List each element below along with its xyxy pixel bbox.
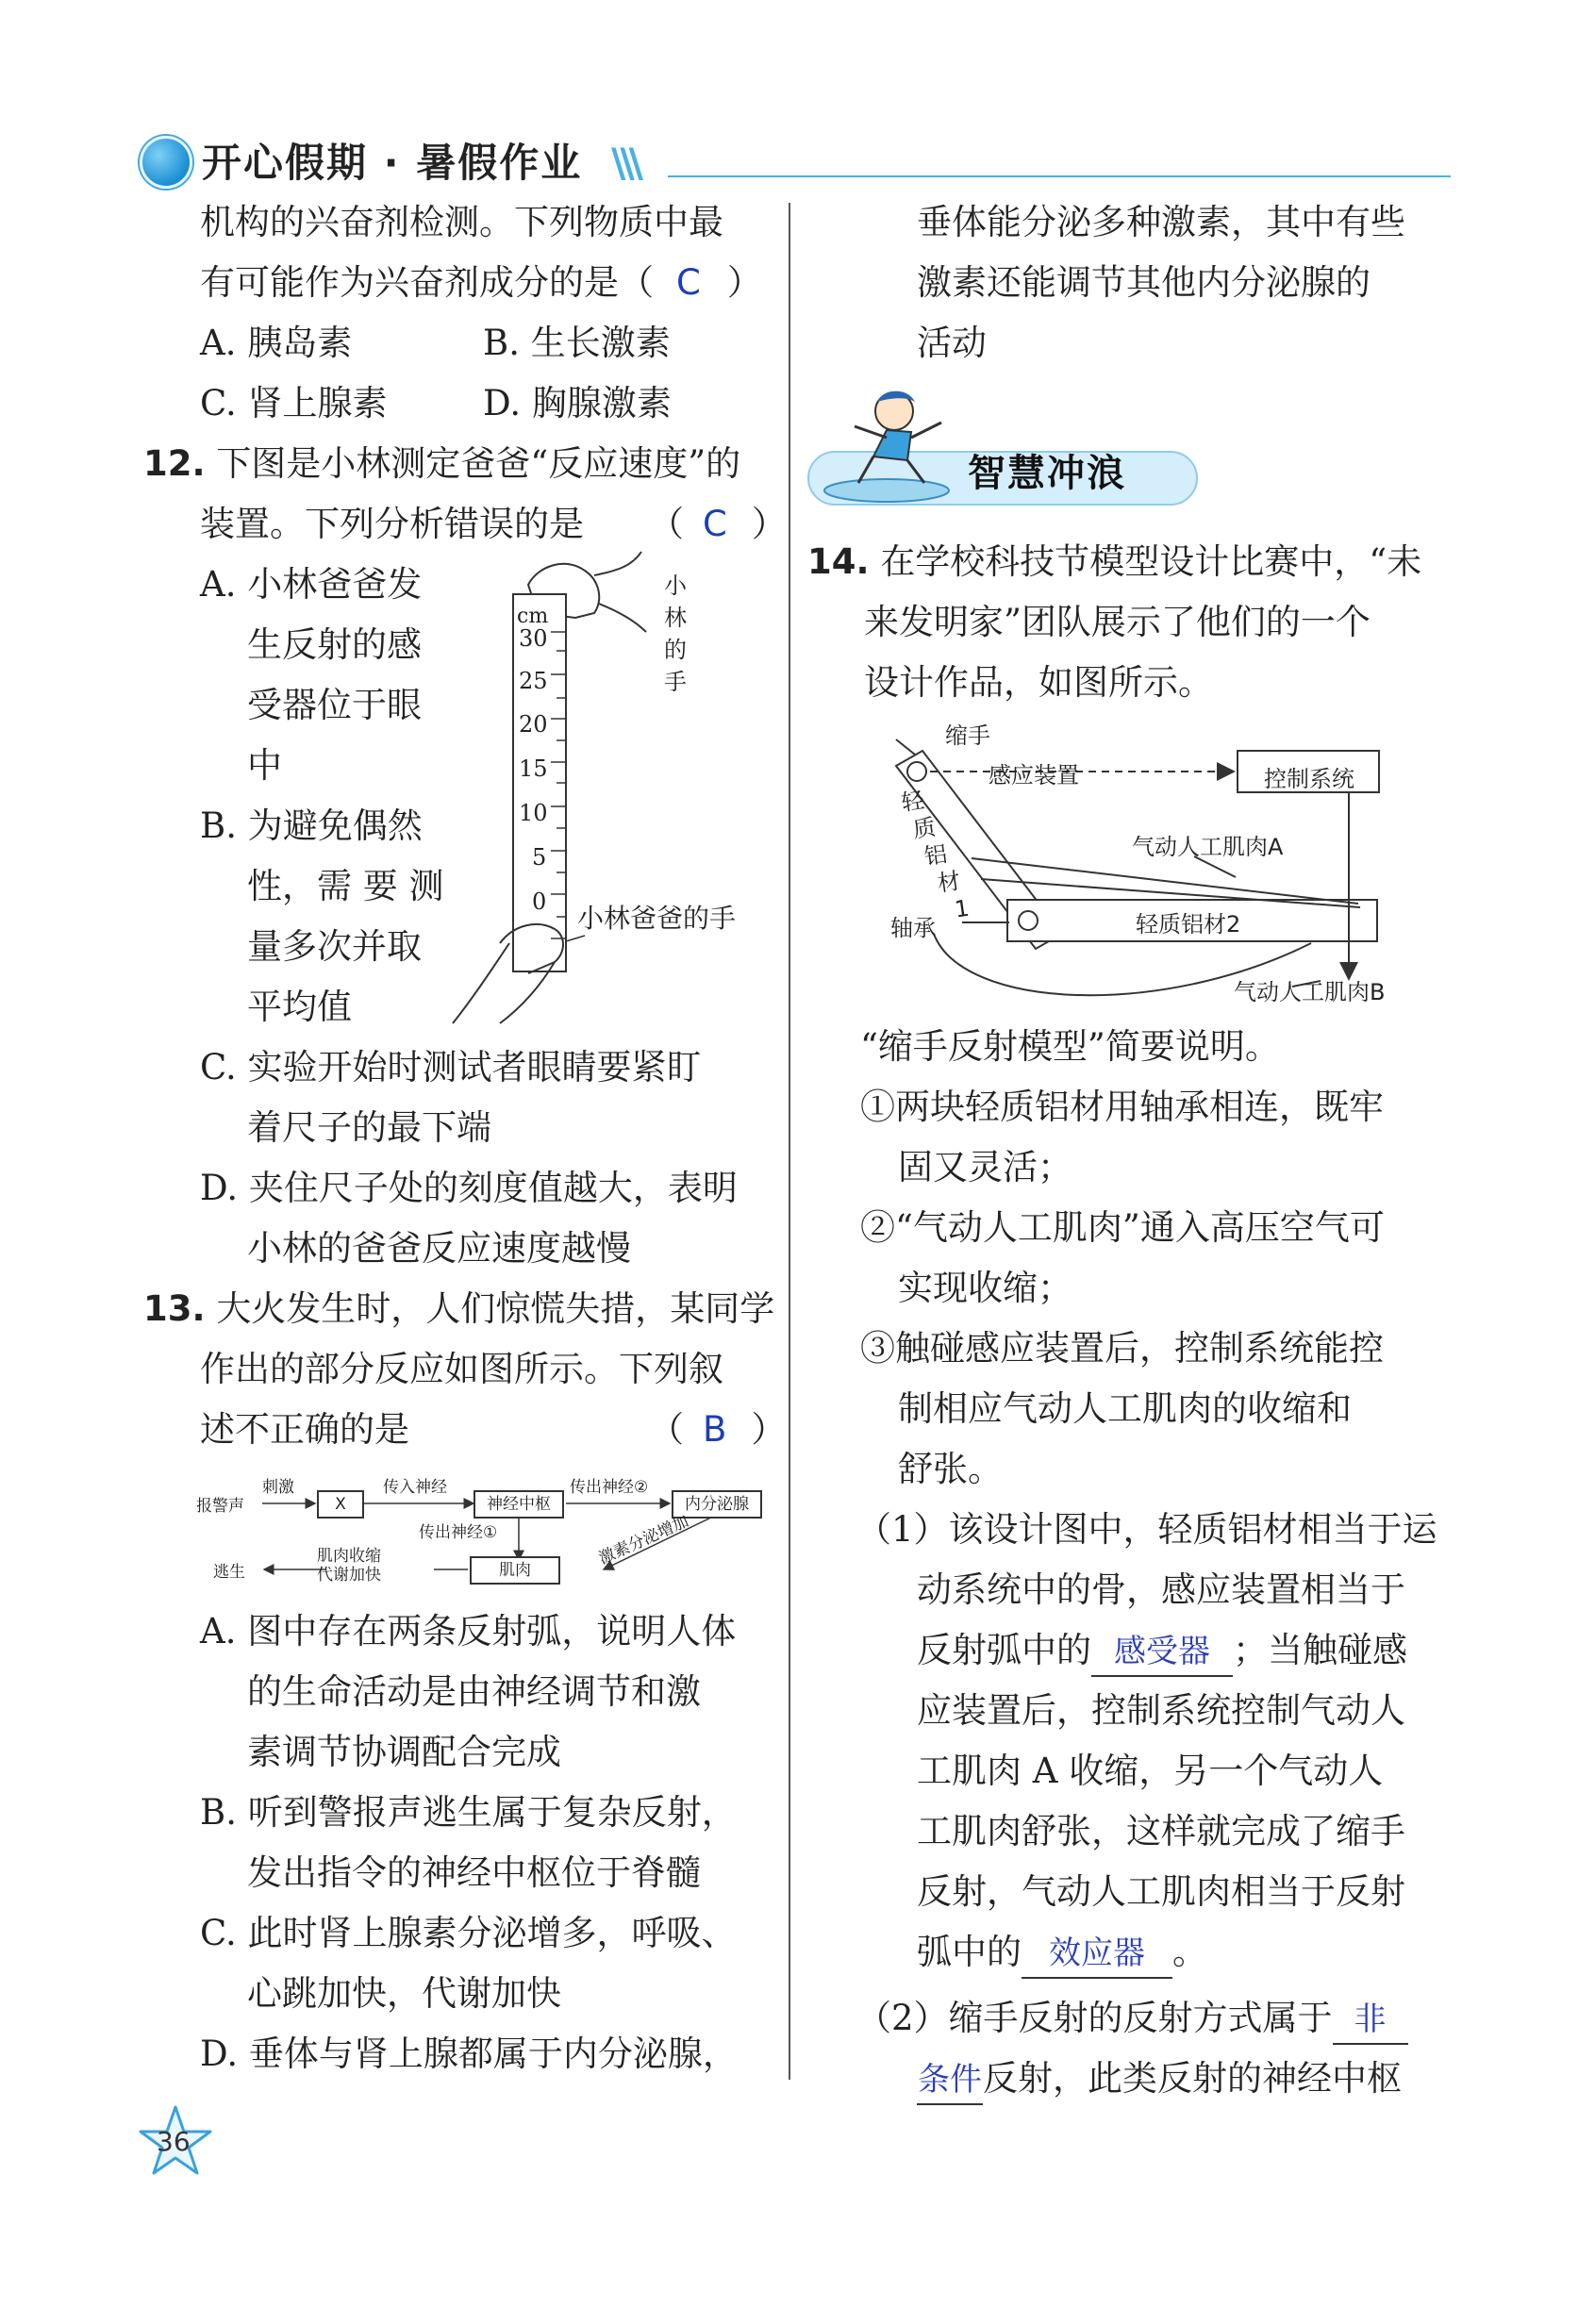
ruler-tick-label: 15 bbox=[519, 755, 548, 782]
diagram-efferent1: 传出神经① bbox=[419, 1523, 498, 1542]
diagram-alarm: 报警声 bbox=[196, 1497, 244, 1516]
q13-option-a-2: 的生命活动是由神经调节和激 bbox=[247, 1671, 701, 1712]
diagram-efferent2: 传出神经② bbox=[570, 1478, 649, 1497]
q13-answer: B bbox=[703, 1409, 727, 1450]
q14-p1-l7: 反射，气动人工肌肉相当于反射 bbox=[917, 1871, 1405, 1912]
q12-option-a-2: 生反射的感 bbox=[247, 624, 422, 665]
ruler-tick-label: 20 bbox=[519, 711, 548, 738]
diagram-stimulus: 刺激 bbox=[262, 1478, 294, 1497]
q13-option-d-1: D. 垂体与肾上腺都属于内分泌腺， bbox=[200, 2034, 738, 2074]
q14-item1-1: ①两块轻质铝材用轴承相连，既牢 bbox=[860, 1087, 1384, 1127]
q13-option-c-2: 心跳加快，代谢加快 bbox=[247, 1973, 561, 2014]
q14-desc: “缩手反射模型”简要说明。 bbox=[860, 1026, 1280, 1067]
q14-p1-l2: 动系统中的骨，感应装置相当于 bbox=[917, 1569, 1405, 1610]
surfer-icon bbox=[821, 385, 962, 507]
ruler-tick-label: 30 bbox=[519, 625, 548, 652]
diagram-box-endocrine: 内分泌腺 bbox=[672, 1490, 762, 1519]
diagram-box-center: 神经中枢 bbox=[474, 1490, 564, 1519]
q12-option-b-1: B. 为避免偶然 bbox=[200, 805, 423, 846]
q13-answer-bracket: （ B ） bbox=[649, 1409, 787, 1450]
diagram-escape: 逃生 bbox=[213, 1563, 245, 1582]
q11-line1: 机构的兴奋剂检测。下列物质中最 bbox=[200, 202, 723, 242]
q12-option-c-2: 着尺子的最下端 bbox=[247, 1107, 491, 1148]
ruler-tick-label: 5 bbox=[532, 844, 547, 871]
fig-bearing: 轴承 bbox=[890, 915, 936, 941]
banner-title: 智慧冲浪 bbox=[968, 452, 1126, 495]
q11-option-c: C. 肾上腺素 bbox=[200, 383, 388, 423]
answer-blank-non: 非 bbox=[1333, 1996, 1408, 2045]
q12-line2: 装置。下列分析错误的是 bbox=[200, 504, 584, 544]
fig-hand: 缩手 bbox=[945, 722, 990, 749]
ruler-tick-label: 25 bbox=[519, 668, 548, 694]
ruler-figure bbox=[443, 547, 783, 1028]
q11-option-b: B. 生长激素 bbox=[483, 323, 671, 363]
fig-muscle-a: 气动人工肌肉A bbox=[1132, 834, 1284, 860]
answer-blank-conditional: 条件 bbox=[917, 2056, 983, 2105]
diagram-box-muscle: 肌肉 bbox=[470, 1556, 560, 1585]
q12-option-d-1: D. 夹住尺子处的刻度值越大，表明 bbox=[200, 1168, 738, 1208]
fig-control: 控制系统 bbox=[1264, 766, 1354, 792]
q13-line3: 述不正确的是 bbox=[200, 1409, 409, 1450]
answer-blank-effector: 效应器 bbox=[1022, 1930, 1172, 1979]
q12-option-a-1: A. 小林爸爸发 bbox=[200, 564, 423, 605]
ruler-tick-label: 10 bbox=[519, 800, 548, 826]
q13-option-b-1: B. 听到警报声逃生属于复杂反射， bbox=[200, 1792, 737, 1833]
fig-al2: 轻质铝材2 bbox=[1136, 911, 1241, 938]
column-divider bbox=[789, 203, 790, 2080]
header-bullet-icon bbox=[140, 136, 192, 189]
q12-option-a-4: 中 bbox=[247, 745, 282, 786]
q14-p1-l4: 应装置后，控制系统控制气动人 bbox=[917, 1690, 1405, 1731]
label-xiaolin-hand: 小 林 的 手 bbox=[664, 573, 687, 695]
q12-line1: 12. 下图是小林测定爸爸“反应速度”的 bbox=[143, 443, 741, 484]
q14-line3: 设计作品，如图所示。 bbox=[864, 662, 1213, 703]
q14-p1-l5: 工肌肉 A 收缩，另一个气动人 bbox=[917, 1751, 1384, 1791]
q12-option-c-1: C. 实验开始时测试者眼睛要紧盯 bbox=[200, 1047, 702, 1087]
q14-p1-l8: 弧中的 效应器 。 bbox=[917, 1922, 1207, 1983]
q13c-line3: 活动 bbox=[917, 323, 987, 363]
q13c-line2: 激素还能调节其他内分泌腺的 bbox=[917, 262, 1371, 303]
q12-option-b-4: 平均值 bbox=[247, 987, 352, 1027]
q13c-line1: 垂体能分泌多种激素，其中有些 bbox=[917, 202, 1405, 242]
header-slash-decoration: \\\ bbox=[611, 140, 639, 186]
q14-p2-l1: （2）缩手反射的反射方式属于 非 bbox=[856, 1988, 1408, 2049]
diagram-hormone: 激素分泌增加 bbox=[596, 1512, 692, 1569]
q12-number: 12. bbox=[143, 443, 206, 484]
q12-answer-bracket: （ C ） bbox=[649, 504, 787, 544]
section-banner bbox=[807, 385, 1204, 507]
q12-option-a-3: 受器位于眼 bbox=[247, 685, 422, 725]
page-header bbox=[140, 130, 1441, 187]
q14-item1-2: 固又灵活； bbox=[898, 1147, 1072, 1187]
q13-option-a-1: A. 图中存在两条反射弧，说明人体 bbox=[200, 1611, 737, 1652]
q14-number: 14. bbox=[807, 541, 870, 582]
fig-al1: 轻 质 铝 材 1 bbox=[899, 787, 972, 923]
q13-option-c-1: C. 此时肾上腺素分泌增多，呼吸、 bbox=[200, 1913, 737, 1953]
q14-item3-1: ③触碰感应装置后，控制系统能控 bbox=[860, 1328, 1384, 1369]
q13-line1: 13. 大火发生时，人们惊慌失措，某同学 bbox=[143, 1288, 775, 1329]
page-number: 36 bbox=[157, 2126, 191, 2157]
q14-item3-3: 舒张。 bbox=[898, 1449, 1003, 1489]
fig-sensor: 感应装置 bbox=[989, 762, 1079, 788]
fig-muscle-b: 气动人工肌肉B bbox=[1234, 979, 1386, 1005]
diagram-muscle-contract: 肌肉收缩 代谢加快 bbox=[317, 1547, 381, 1585]
answer-blank-receptor: 感受器 bbox=[1091, 1628, 1233, 1677]
diagram-afferent: 传入神经 bbox=[383, 1478, 447, 1497]
q12-answer: C bbox=[703, 504, 727, 544]
q14-p1-l3: 反射弧中的 感受器 ；当触碰感 bbox=[917, 1620, 1407, 1681]
ruler-unit: cm bbox=[517, 605, 549, 628]
q11-option-d: D. 胸腺激素 bbox=[483, 383, 672, 423]
label-dad-hand: 小林爸爸的手 bbox=[577, 903, 737, 934]
header-rule bbox=[668, 175, 1451, 177]
q14-item2-2: 实现收缩； bbox=[898, 1268, 1072, 1308]
ruler-tick-label: 0 bbox=[532, 888, 547, 915]
q13-option-b-2: 发出指令的神经中枢位于脊髓 bbox=[247, 1852, 701, 1893]
q14-line2: 来发明家”团队展示了他们的一个 bbox=[864, 602, 1371, 642]
q13-number: 13. bbox=[143, 1288, 206, 1329]
q12-option-b-2: 性，需 要 测 bbox=[247, 866, 444, 906]
q14-item3-2: 制相应气动人工肌肉的收缩和 bbox=[898, 1388, 1352, 1429]
q11-line2: 有可能作为兴奋剂成分的是（ C ） bbox=[200, 262, 762, 303]
q11-option-a: A. 胰岛素 bbox=[200, 323, 353, 363]
q13-line2: 作出的部分反应如图所示。下列叙 bbox=[200, 1349, 723, 1389]
diagram-box-x: X bbox=[317, 1490, 364, 1519]
q11-answer: C bbox=[676, 262, 701, 303]
header-title: 开心假期 · 暑假作业 bbox=[202, 140, 583, 186]
q14-p1-l1: （1）该设计图中，轻质铝材相当于运 bbox=[856, 1509, 1437, 1550]
q14-p2-l2: 条件反射，此类反射的神经中枢 bbox=[917, 2049, 1402, 2109]
q13-option-a-3: 素调节协调配合完成 bbox=[247, 1732, 561, 1772]
q14-line1: 14. 在学校科技节模型设计比赛中，“未 bbox=[807, 541, 1422, 582]
page-number-badge bbox=[138, 2103, 213, 2179]
q14-p1-l6: 工肌肉舒张，这样就完成了缩手 bbox=[917, 1811, 1405, 1851]
q14-item2-1: ②“气动人工肌肉”通入高压空气可 bbox=[860, 1207, 1385, 1248]
q12-option-d-2: 小林的爸爸反应速度越慢 bbox=[247, 1228, 631, 1269]
q12-option-b-3: 量多次并取 bbox=[247, 926, 422, 967]
